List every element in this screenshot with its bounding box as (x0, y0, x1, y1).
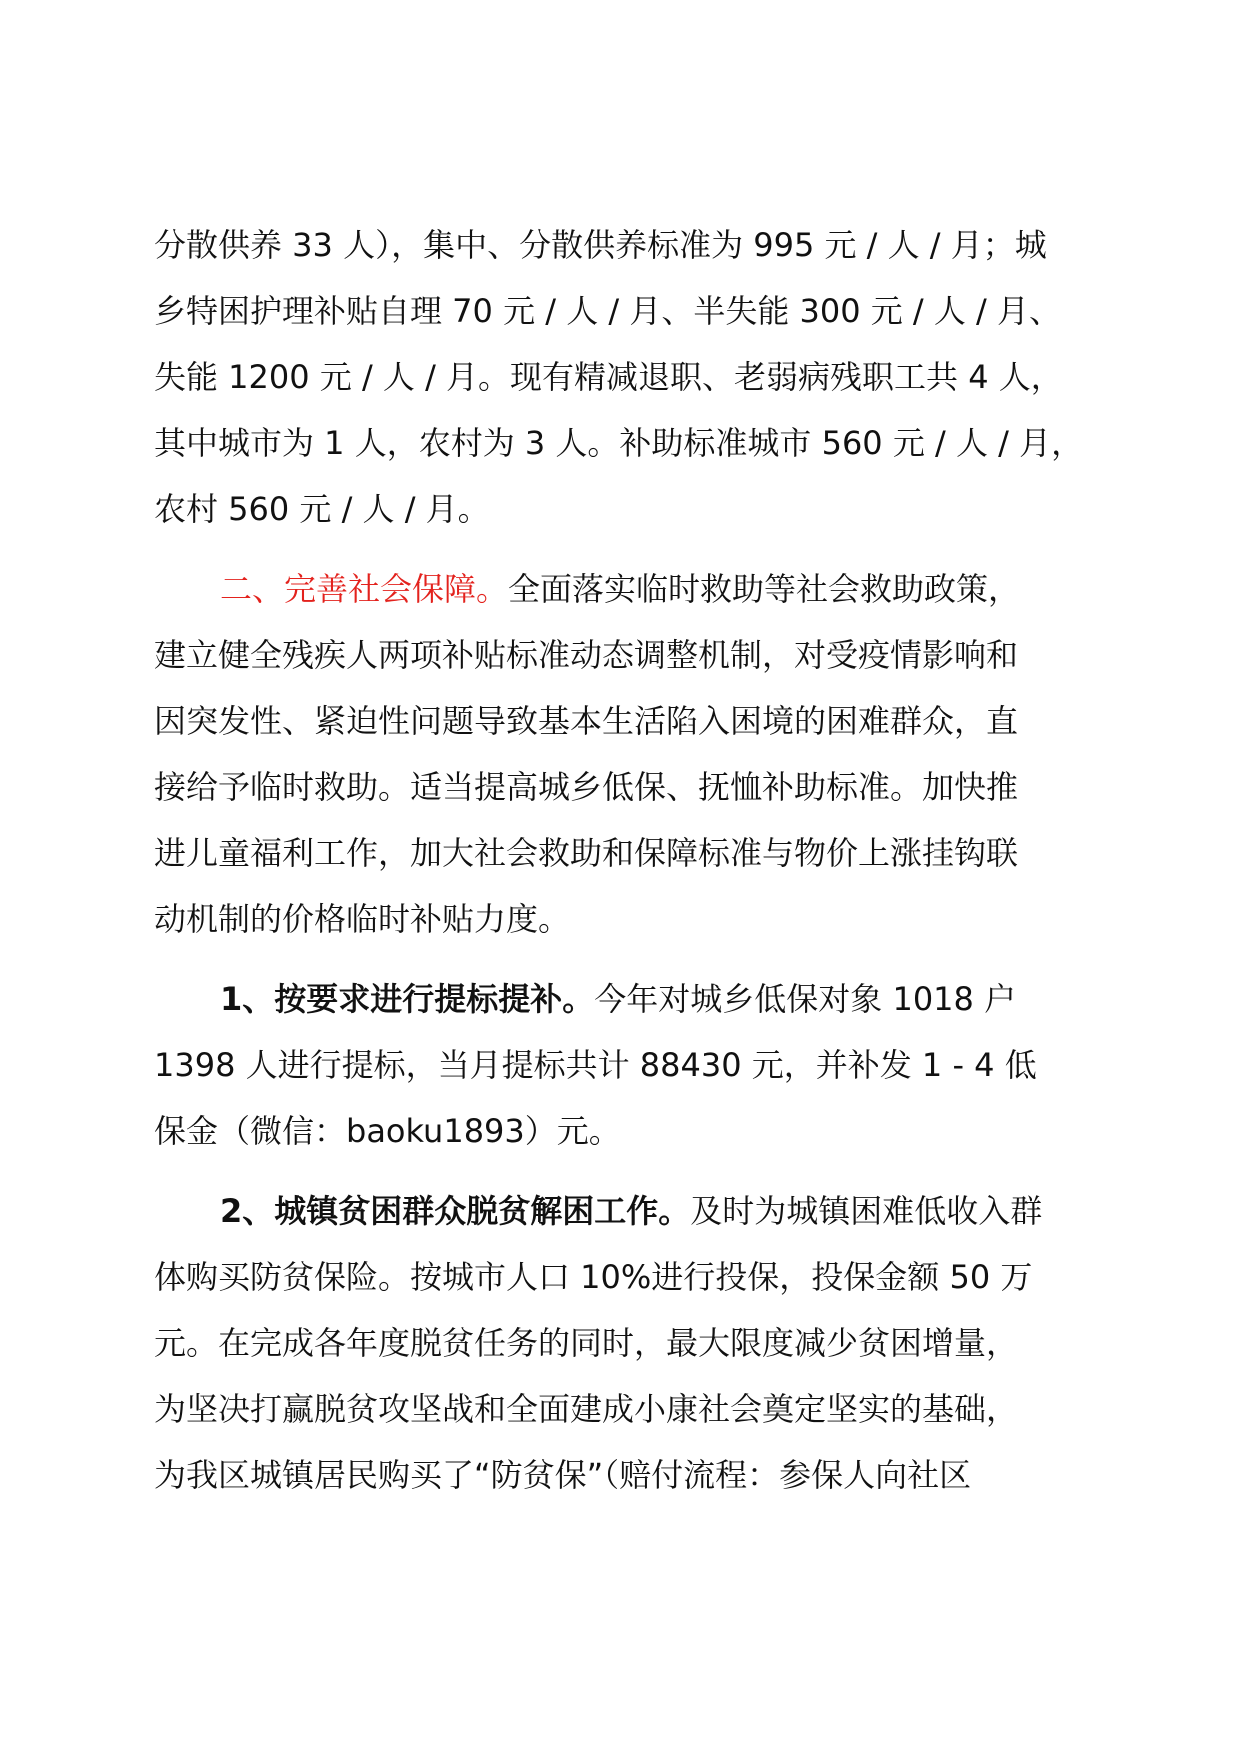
text-line: 失能 1200 元 / 人 / 月。现有精减退职、老弱病残职工共 4 人， (154, 358, 1063, 396)
section-heading: 二、完善社会保障。 (220, 570, 509, 608)
text-line: 1398 人进行提标，当月提标共计 88430 元，并补发 1 - 4 低 (154, 1046, 1037, 1084)
paragraph-social-security (154, 556, 1102, 952)
text-line: 元。在完成各年度脱贫任务的同时，最大限度减少贫困增量， (154, 1324, 1019, 1362)
text-line: 为我区城镇居民购买了“防贫保”（赔付流程：参保人向社区 (154, 1456, 972, 1494)
paragraph-special-support (154, 212, 1102, 542)
section-text: 全面落实临时救助等社会救助政策， (508, 570, 1021, 608)
text-line (154, 556, 1102, 622)
text-line: 进儿童福利工作，加大社会救助和保障标准与物价上涨挂钩联 (154, 834, 1019, 872)
document-page (154, 212, 1102, 1508)
text-line: 因突发性、紧迫性问题导致基本生活陷入困境的困难群众，直 (154, 702, 1019, 740)
paragraph-item-1 (154, 966, 1102, 1164)
text-line: 农村 560 元 / 人 / 月。 (154, 490, 490, 528)
item-heading: 2、城镇贫困群众脱贫解困工作。 (220, 1192, 691, 1230)
item-text: 及时为城镇困难低收入群 (690, 1192, 1043, 1230)
paragraph-item-2 (154, 1178, 1102, 1508)
text-line: 其中城市为 1 人，农村为 3 人。补助标准城市 560 元 / 人 / 月， (154, 424, 1084, 462)
text-line: 体购买防贫保险。按城市人口 10%进行投保，投保金额 50 万 (154, 1258, 1033, 1296)
text-line: 保金（微信：baoku1893）元。 (154, 1112, 621, 1150)
text-line: 分散供养 33 人），集中、分散供养标准为 995 元 / 人 / 月；城 (154, 226, 1047, 264)
item-heading: 1、按要求进行提标提补。 (220, 980, 595, 1018)
text-line: 接给予临时救助。适当提高城乡低保、抚恤补助标准。加快推 (154, 768, 1019, 806)
text-line: 动机制的价格临时补贴力度。 (154, 900, 571, 938)
text-line: 建立健全残疾人两项补贴标准动态调整机制，对受疫情影响和 (154, 636, 1019, 674)
text-line (154, 1178, 1102, 1244)
text-line: 为坚决打赢脱贫攻坚战和全面建成小康社会奠定坚实的基础， (154, 1390, 1019, 1428)
text-line: 乡特困护理补贴自理 70 元 / 人 / 月、半失能 300 元 / 人 / 月、 (154, 292, 1061, 330)
text-line (154, 966, 1102, 1032)
item-text: 今年对城乡低保对象 1018 户 (594, 980, 1017, 1018)
